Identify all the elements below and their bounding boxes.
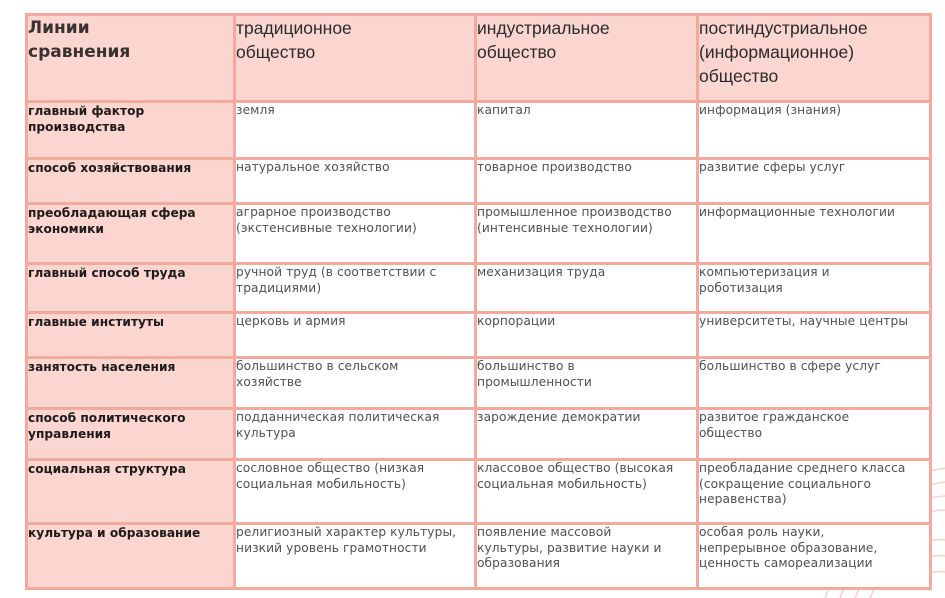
header-traditional-society: традиционное общество	[235, 15, 476, 102]
society-comparison-table	[25, 13, 932, 590]
cell-traditional: натуральное хозяйство	[235, 159, 476, 204]
header-comparison-lines: Линии сравнения	[27, 15, 235, 102]
row-label: социальная структура	[27, 460, 235, 524]
table-header-row	[27, 15, 931, 102]
cell-traditional: земля	[235, 102, 476, 159]
cell-traditional: ручной труд (в соответствии с традициями)	[235, 264, 476, 313]
row-label: способ хозяйствования	[27, 159, 235, 204]
cell-industrial: классовое общество (высокая социальная мобильность)	[476, 460, 698, 524]
cell-postindustrial: университеты, научные центры	[698, 313, 931, 358]
table-row	[27, 460, 931, 524]
cell-industrial: капитал	[476, 102, 698, 159]
row-label: способ политического управления	[27, 409, 235, 460]
cell-postindustrial: преобладание среднего класса (сокращение социального неравенства)	[698, 460, 931, 524]
cell-postindustrial: информационные технологии	[698, 204, 931, 264]
cell-industrial: механизация труда	[476, 264, 698, 313]
cell-postindustrial: большинство в сфере услуг	[698, 358, 931, 409]
cell-traditional: религиозный характер культуры, низкий уровень грамотности	[235, 524, 476, 589]
cell-traditional: аграрное производство (экстенсивные технологии)	[235, 204, 476, 264]
cell-postindustrial: компьютеризация и роботизация	[698, 264, 931, 313]
table-row	[27, 204, 931, 264]
cell-postindustrial: развитое гражданское общество	[698, 409, 931, 460]
table-row	[27, 159, 931, 204]
header-industrial-society: индустриальное общество	[476, 15, 698, 102]
cell-industrial: появление массовой культуры, развитие науки и образования	[476, 524, 698, 589]
table-row	[27, 313, 931, 358]
cell-traditional: сословное общество (низкая социальная мобильность)	[235, 460, 476, 524]
cell-traditional: подданническая политическая культура	[235, 409, 476, 460]
table-row	[27, 102, 931, 159]
cell-traditional: церковь и армия	[235, 313, 476, 358]
row-label: преобладающая сфера экономики	[27, 204, 235, 264]
cell-industrial: товарное производство	[476, 159, 698, 204]
cell-industrial: большинство в промышленности	[476, 358, 698, 409]
header-postindustrial-society: постиндустриальное (информационное) общество	[698, 15, 931, 102]
table-row	[27, 358, 931, 409]
cell-industrial: зарождение демократии	[476, 409, 698, 460]
cell-postindustrial: информация (знания)	[698, 102, 931, 159]
cell-industrial: промышленное производство (интенсивные технологии)	[476, 204, 698, 264]
row-label: занятость населения	[27, 358, 235, 409]
cell-postindustrial: развитие сферы услуг	[698, 159, 931, 204]
row-label: культура и образование	[27, 524, 235, 589]
cell-traditional: большинство в сельском хозяйстве	[235, 358, 476, 409]
cell-postindustrial: особая роль науки, непрерывное образование, ценность самореализации	[698, 524, 931, 589]
cell-industrial: корпорации	[476, 313, 698, 358]
table-row	[27, 264, 931, 313]
row-label: главный способ труда	[27, 264, 235, 313]
row-label: главный фактор производства	[27, 102, 235, 159]
table-row	[27, 409, 931, 460]
row-label: главные институты	[27, 313, 235, 358]
table-row	[27, 524, 931, 589]
